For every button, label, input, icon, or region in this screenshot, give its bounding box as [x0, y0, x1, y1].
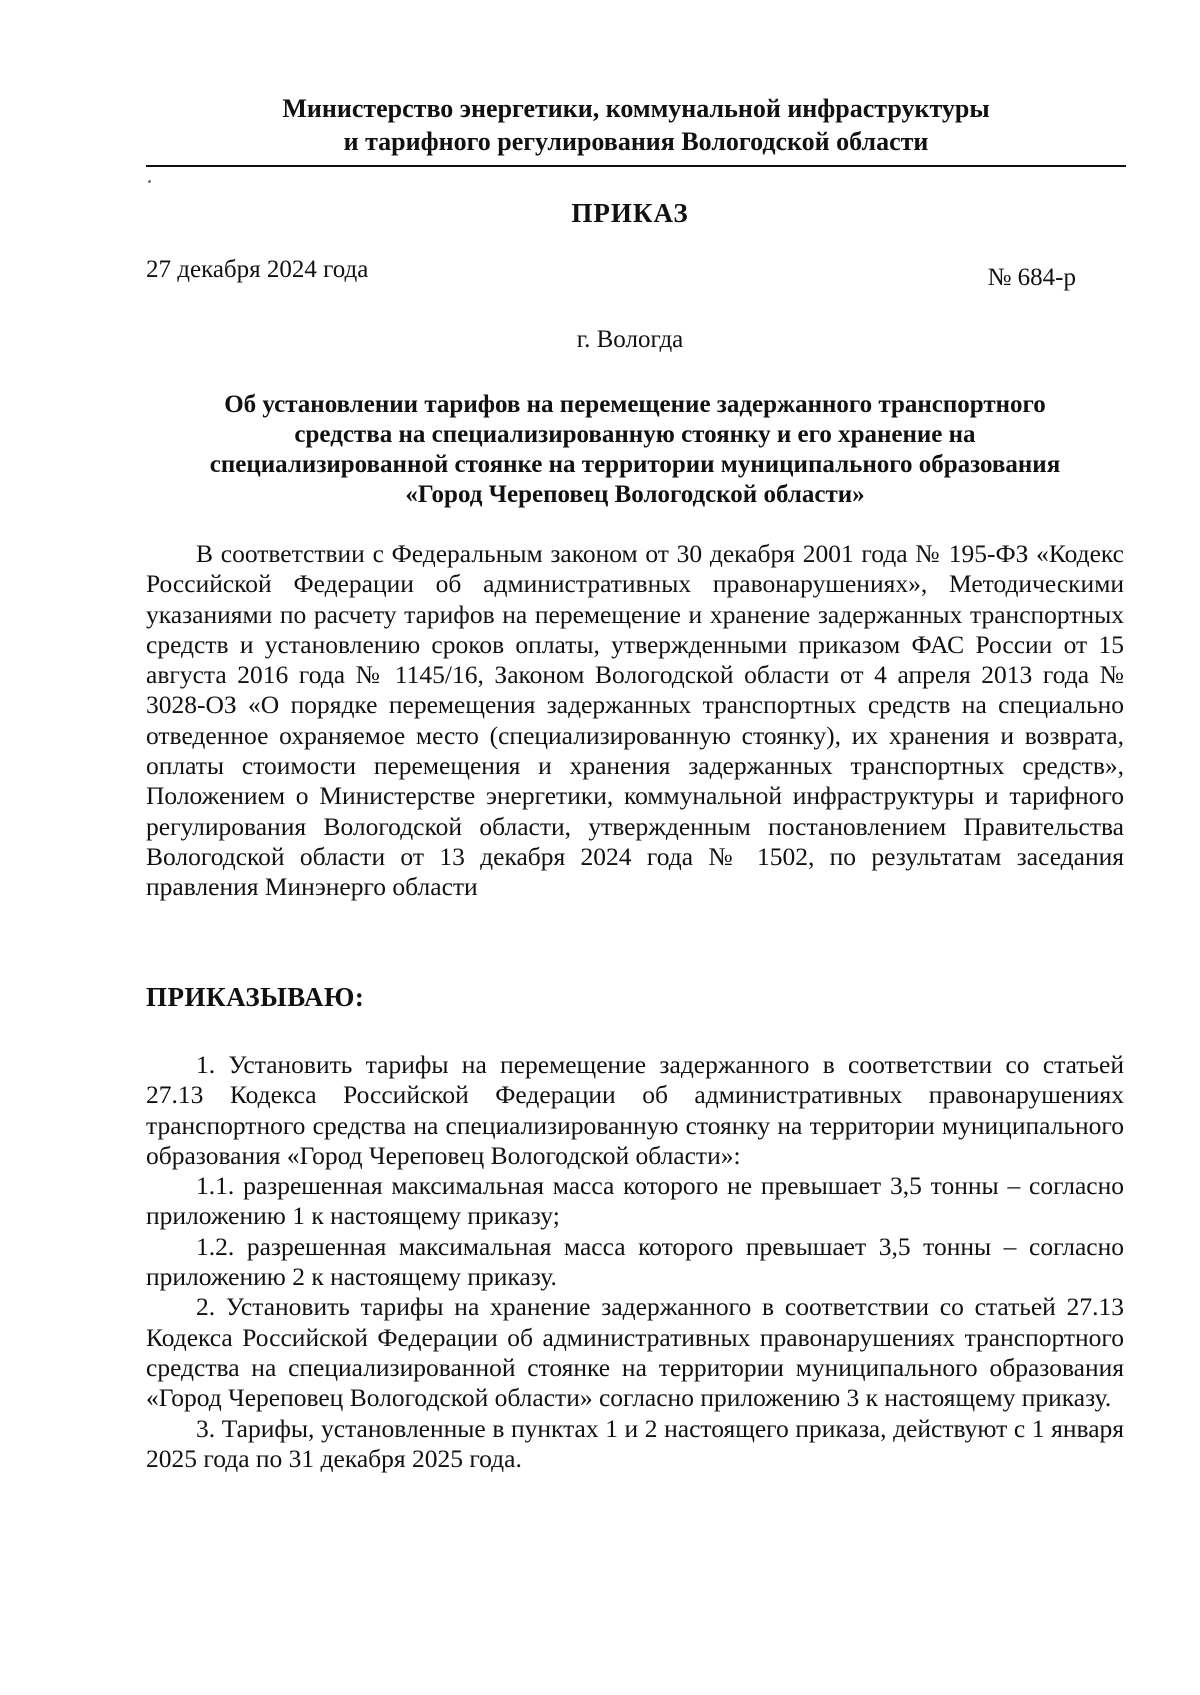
preamble-text: В соответствии с Федеральным законом от 30 декабря 2001 года № 195-ФЗ «Кодекс Российской Федерации об административных правонарушениях», Методическими указаниями по расчету тарифов на перемещение и хранение задержанных транспортных средств и установлению сроков оплаты, утвержденными приказом ФАС России от 15 августа 2016 года № 1145/16, Законом Вологодской области от 4 апреля 2013 года № 3028-ОЗ «О порядке перемещения задержанных транспортных средств на специально отведенное охраняемое место (специализированную стоянку), их хранения и возврата, оплаты стоимости перемещения и хранения задержанных транспортных средств», Положением о Министерстве энергетики, коммунальной инфраструктуры и тарифного регулирования Вологодской области, утвержденным постановлением Правительства Вологодской области от 13 декабря 2024 года № 1502, по результатам заседания правления Минэнерго области: [146, 539, 1124, 902]
order-items: [146, 1050, 1124, 1474]
document-title: ПРИКАЗ: [571, 198, 689, 228]
order-subject: [150, 390, 1120, 510]
preamble: [146, 539, 1124, 903]
order-city: г. Вологда: [576, 326, 684, 353]
subject-line: Об установлении тарифов на перемещение задержанного транспортного: [224, 391, 1046, 418]
item-1: 1. Установить тарифы на перемещение задержанного в соответствии со статьей 27.13 Кодекса Российской Федерации об административных правонарушениях транспортного средства на специализированную стоянку на территории муниципального образования «Город Череповец Вологодской области»:: [146, 1050, 1124, 1170]
item-1-2: 1.2. разрешенная максимальная масса которого превышает 3,5 тонны – согласно приложению 2 к настоящему приказу.: [146, 1231, 1124, 1292]
item-1-1: 1.1. разрешенная максимальная масса которого не превышает 3,5 тонны – согласно приложению 1 к настоящему приказу;: [146, 1171, 1124, 1231]
header-divider: [146, 165, 1126, 167]
ministry-name-line2: и тарифного регулирования Вологодской области: [343, 127, 929, 156]
ministry-header: [146, 92, 1126, 158]
order-directive: ПРИКАЗЫВАЮ:: [146, 982, 365, 1012]
order-date: 27 декабря 2024 года: [146, 256, 369, 283]
order-number: № 684-р: [987, 264, 1076, 291]
subject-line: средства на специализированную стоянку и его хранение на: [294, 421, 976, 448]
subject-line: «Город Череповец Вологодской области»: [405, 481, 865, 508]
subject-line: специализированной стоянке на территории муниципального образования: [209, 451, 1061, 478]
item-3: 3. Тарифы, установленные в пунктах 1 и 2 настоящего приказа, действуют с 1 января 2025 года по 31 декабря 2025 года.: [146, 1413, 1124, 1473]
scan-speck: [148, 180, 151, 183]
item-2: 2. Установить тарифы на хранение задержанного в соответствии со статьей 27.13 Кодекса Российской Федерации об административных правонарушениях транспортного средства на специализированной стоянке на территории муниципального образования «Город Череповец Вологодской области» согласно приложению 3 к настоящему приказу.: [146, 1292, 1124, 1413]
ministry-name-line1: Министерство энергетики, коммунальной инфраструктуры: [282, 94, 990, 123]
